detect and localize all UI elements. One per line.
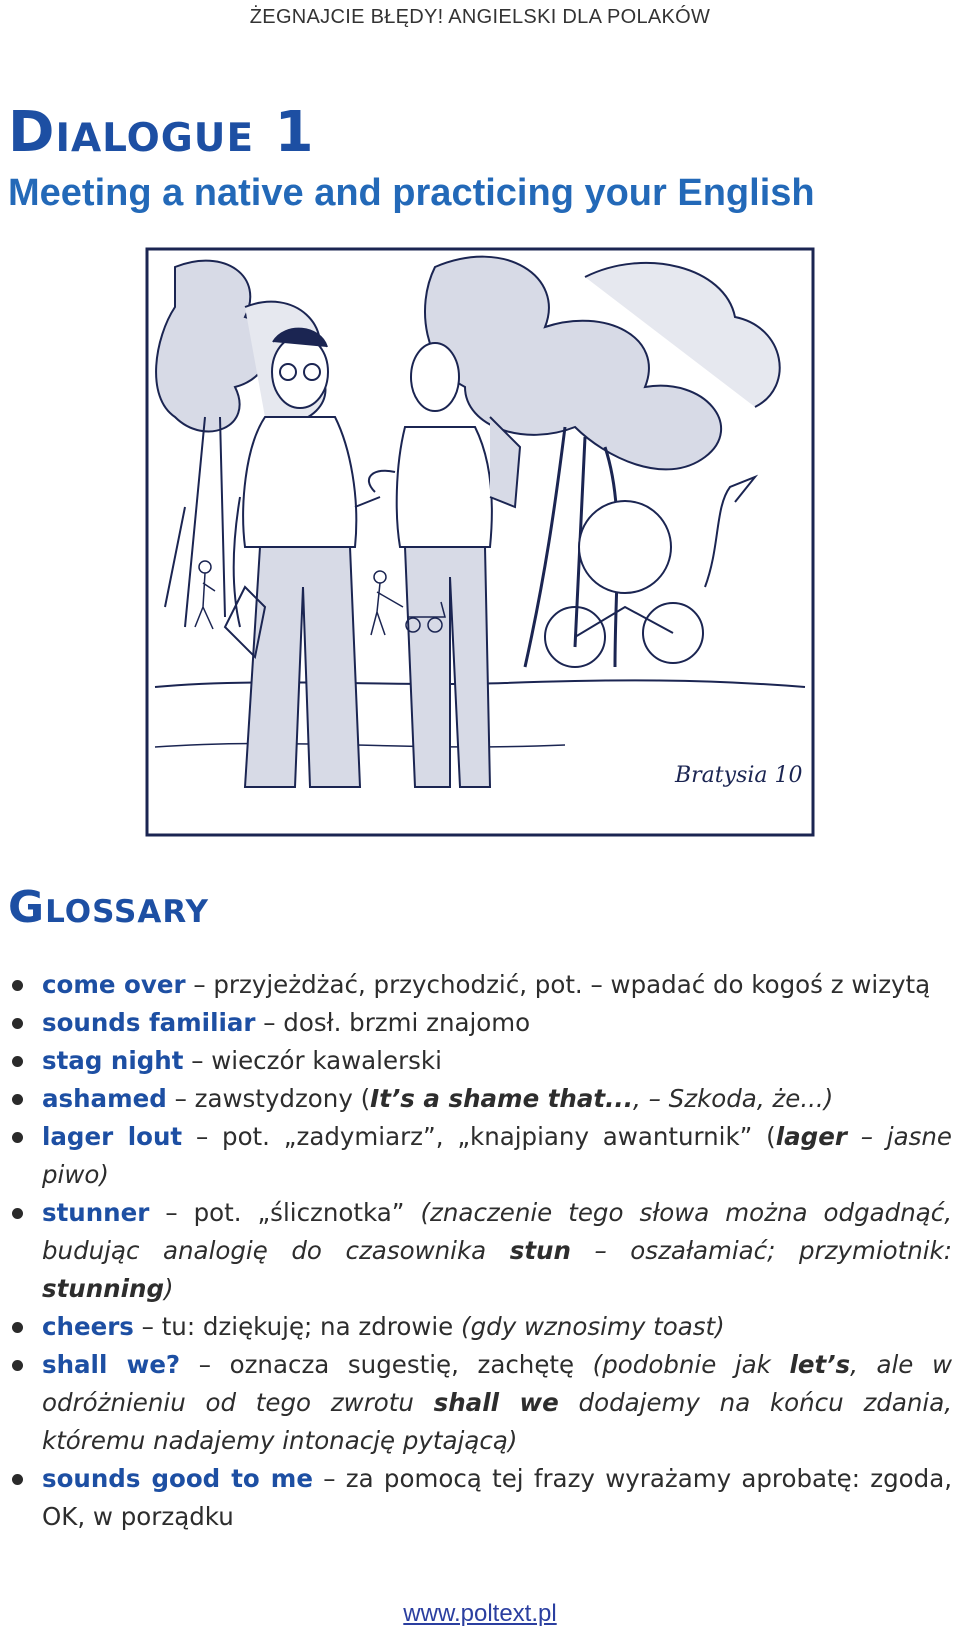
glossary-term: sounds familiar [42,1008,256,1037]
glossary-note: – jasne piwo) [42,1122,952,1189]
glossary-heading: Glossary [8,882,209,933]
glossary-entry [12,1308,952,1346]
glossary-note: (gdy wznosimy toast) [461,1312,725,1341]
glossary-entry [12,966,952,1004]
glossary-example: stun [509,1236,571,1265]
glossary-list [12,966,952,1536]
glossary-note: (znaczenie tego słowa można odgadnąć, budując analogię do czasownika [42,1198,953,1265]
dialogue-title: Dialogue 1 [8,100,315,165]
park-sketch-illustration [145,247,815,837]
publisher-website-link[interactable]: www.poltext.pl [403,1600,557,1627]
glossary-term: stag night [42,1046,184,1075]
glossary-entry [12,1080,952,1118]
artist-signature: Bratysia 10 [675,763,803,788]
glossary-definition: – zawstydzony ( [166,1084,371,1113]
glossary-entry [12,1118,952,1194]
glossary-definition: – za pomocą tej frazy wyrażamy aprobatę: zgoda, OK, w porządku [42,1464,952,1531]
glossary-term: shall we? [42,1350,181,1379]
glossary-definition: – pot. „ślicznotka” [149,1198,421,1227]
glossary-note: ) [164,1274,174,1303]
glossary-definition: – wieczór kawalerski [183,1046,442,1075]
glossary-example: lager [775,1122,847,1151]
glossary-term: come over [42,970,186,999]
glossary-entry [12,1194,952,1308]
glossary-note: – oszałamiać; przymiotnik: [570,1236,952,1265]
glossary-entry [12,1042,952,1080]
glossary-example: stunning [42,1274,164,1303]
dialogue-subtitle: Meeting a native and practicing your English [8,172,815,214]
glossary-example: It’s a shame that... [370,1084,634,1113]
glossary-term: cheers [42,1312,134,1341]
glossary-entry [12,1004,952,1042]
glossary-definition: – tu: dziękuję; na zdrowie [133,1312,462,1341]
glossary-entry [12,1460,952,1536]
glossary-note: , – Szkoda, że...) [633,1084,834,1113]
glossary-example: let’s [789,1350,851,1379]
glossary-definition: – oznacza sugestię, zachętę [180,1350,593,1379]
glossary-note: (podobnie jak [592,1350,790,1379]
glossary-note: dodajemy na końcu zdania, któremu nadajemy intonację pytającą) [42,1388,952,1455]
glossary-term: ashamed [42,1084,167,1113]
running-head: ŻEGNAJCIE BŁĘDY! ANGIELSKI DLA POLAKÓW [249,6,711,28]
glossary-note: , ale w odróżnieniu od tego zwrotu [42,1350,952,1417]
glossary-entry [12,1346,952,1460]
glossary-definition: – przyjeżdżać, przychodzić, pot. – wpadać do kogoś z wizytą [185,970,931,999]
glossary-definition: – pot. „zadymiarz”, „knajpiany awanturnik” ( [182,1122,776,1151]
glossary-term: stunner [42,1198,150,1227]
glossary-definition: – dosł. brzmi znajomo [255,1008,531,1037]
glossary-term: sounds good to me [42,1464,313,1493]
glossary-example: shall we [433,1388,559,1417]
glossary-term: lager lout [42,1122,183,1151]
